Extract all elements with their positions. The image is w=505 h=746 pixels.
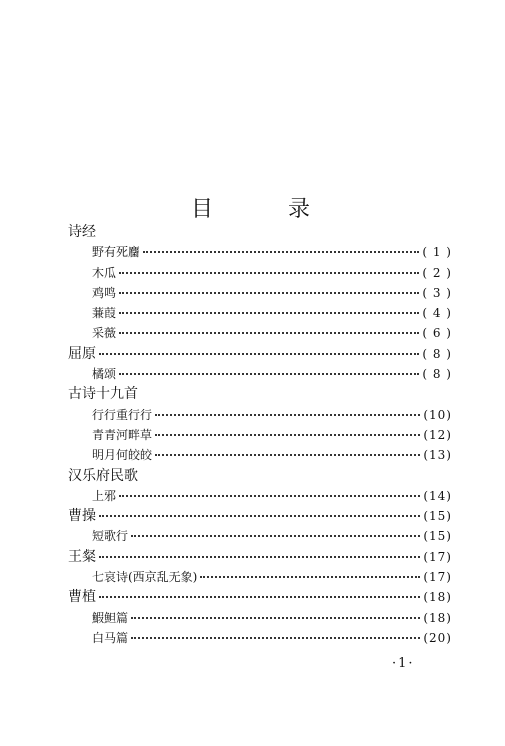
toc-section-title: 诗经	[68, 224, 96, 240]
toc-page-number: ( 8 )	[422, 367, 452, 382]
toc-entry-title: 蒹葭	[92, 306, 117, 321]
toc-entry	[68, 303, 452, 323]
toc-entry-title: 野有死麕	[92, 245, 141, 260]
dot-leader	[99, 352, 419, 355]
toc-section-title: 汉乐府民歌	[68, 467, 138, 484]
page-title: 目 录	[191, 197, 344, 222]
toc-entry-title: 青青河畔草	[92, 427, 153, 442]
toc-page-number: ( 1 )	[422, 245, 452, 260]
toc-section-title: 屈原	[68, 345, 96, 362]
toc-entry	[68, 283, 452, 303]
toc-entry	[68, 425, 452, 445]
toc-page-number: (14)	[423, 488, 452, 503]
toc-entry	[68, 628, 452, 648]
dot-leader	[99, 595, 420, 598]
toc-page-number: (15)	[423, 529, 452, 544]
toc-page-number: (15)	[423, 509, 452, 524]
dot-leader	[119, 291, 419, 294]
toc-section	[68, 506, 452, 526]
toc-entry-title: 白马篇	[92, 630, 129, 645]
toc-section	[68, 222, 452, 242]
toc-entry-title: 木瓜	[92, 265, 117, 280]
toc-entry	[68, 263, 452, 283]
toc-section-title: 曹植	[68, 589, 96, 606]
toc-page-number: (10)	[423, 407, 452, 422]
toc-entry-title: 上邪	[92, 488, 117, 503]
dot-leader	[131, 534, 420, 537]
dot-leader	[155, 433, 420, 436]
toc-page-number: ( 8 )	[422, 346, 452, 361]
toc-entry-title: 行行重行行	[92, 407, 153, 422]
dot-leader	[99, 555, 420, 558]
toc-page-number: ( 4 )	[422, 306, 452, 321]
toc-entry	[68, 364, 452, 384]
toc-section	[68, 587, 452, 607]
toc-entry	[68, 486, 452, 506]
toc-entry	[68, 445, 452, 465]
toc-page-number: ( 3 )	[422, 285, 452, 300]
toc-entry	[68, 405, 452, 425]
toc-section-title: 古诗十九首	[68, 386, 138, 403]
dot-leader	[155, 453, 420, 456]
toc-entry-title: 橘颂	[92, 367, 117, 382]
dot-leader	[155, 413, 420, 416]
toc-entry-title: 鸡鸣	[92, 285, 117, 300]
toc-page-number: ( 2 )	[422, 265, 452, 280]
toc-section	[68, 547, 452, 567]
dot-leader	[131, 616, 420, 619]
toc-page-number: (20)	[423, 630, 452, 645]
toc-entry	[68, 567, 452, 587]
toc-entry	[68, 242, 452, 262]
toc-page-number: (18)	[423, 610, 452, 625]
table-of-contents	[68, 222, 452, 648]
toc-page-number: ( 6 )	[422, 326, 452, 341]
toc-entry	[68, 526, 452, 546]
toc-page-number: (13)	[423, 448, 452, 463]
page-number: ·1·	[392, 656, 415, 671]
toc-section	[68, 344, 452, 364]
dot-leader	[143, 250, 419, 253]
dot-leader	[131, 636, 420, 639]
toc-section	[68, 384, 452, 404]
dot-leader	[119, 331, 419, 334]
toc-page-number: (17)	[423, 549, 452, 564]
toc-page-number: (12)	[423, 427, 452, 442]
toc-entry-title: 鰕䱇篇	[92, 610, 129, 625]
toc-section	[68, 466, 452, 486]
dot-leader	[119, 372, 419, 375]
toc-entry-title: 短歌行	[92, 529, 129, 544]
dot-leader	[99, 514, 420, 517]
dot-leader	[200, 575, 420, 578]
toc-entry-title: 明月何皎皎	[92, 448, 153, 463]
toc-section-title: 王粲	[68, 548, 96, 565]
dot-leader	[119, 271, 419, 274]
toc-entry	[68, 323, 452, 343]
toc-entry	[68, 608, 452, 628]
toc-entry-title: 七哀诗(西京乱无象)	[92, 570, 198, 585]
toc-entry-title: 采薇	[92, 326, 117, 341]
dot-leader	[119, 311, 419, 314]
dot-leader	[119, 494, 420, 497]
toc-page-number: (17)	[423, 570, 452, 585]
toc-page-number: (18)	[423, 590, 452, 605]
toc-section-title: 曹操	[68, 508, 96, 525]
